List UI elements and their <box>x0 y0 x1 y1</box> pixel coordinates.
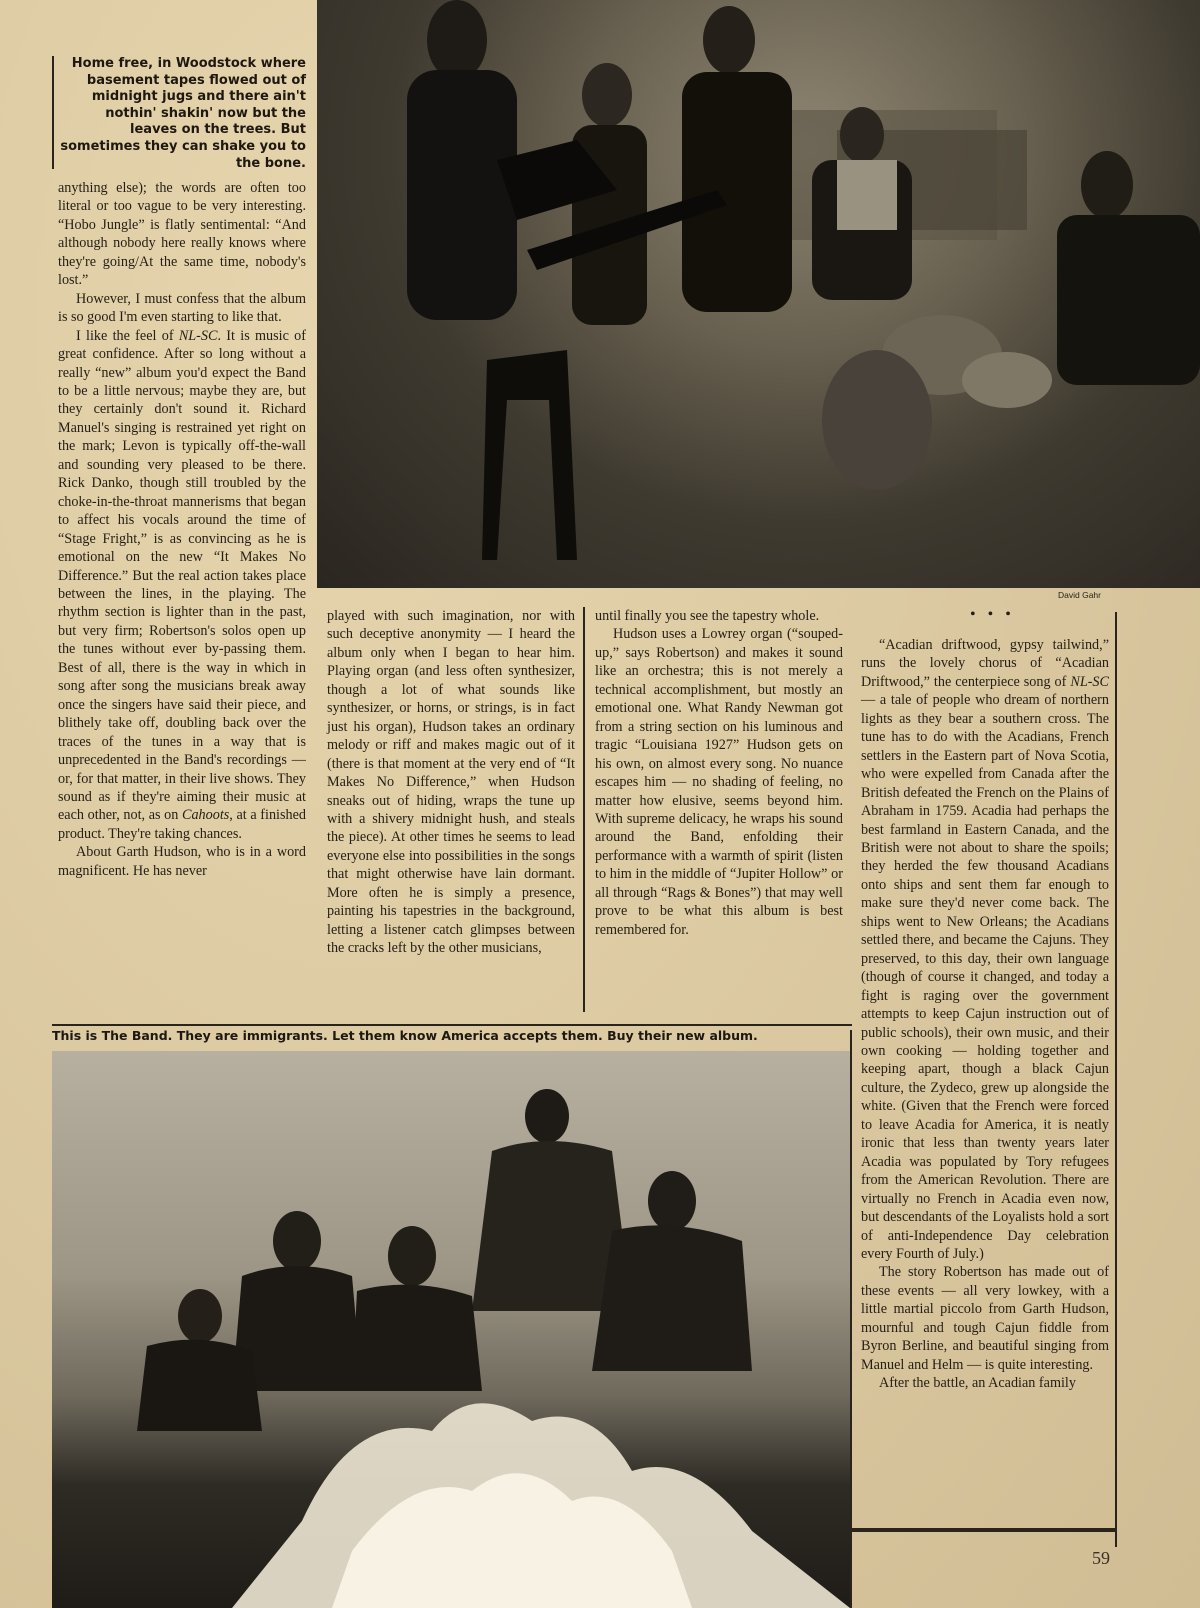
photo-caption: This is The Band. They are immigrants. Let them know America accepts them. Buy their new album. <box>52 1028 758 1043</box>
band-bonfire-photo-figures <box>52 1051 850 1608</box>
column1-paragraph-2: However, I must confess that the album is so good I'm even starting to like that. <box>58 290 306 326</box>
article-column-1 <box>58 179 306 880</box>
pullquote-rule <box>52 56 54 169</box>
caption-rule <box>52 1024 852 1026</box>
article-column-3 <box>595 607 843 939</box>
section-break: • • • <box>970 606 1015 623</box>
article-column-2 <box>327 607 575 958</box>
page-number: 59 <box>1092 1548 1110 1568</box>
column1-paragraph-4: About Garth Hudson, who is in a word magnificent. He has never <box>58 844 306 879</box>
column4-paragraph-3: After the battle, an Acadian family <box>879 1375 1076 1392</box>
pullquote: Home free, in Woodstock where basement tapes flowed out of midnight jugs and there ain't nothin' shakin' now but the leaves on the trees. But sometimes they can shake you to the bone. <box>60 56 306 171</box>
column1-paragraph-1: anything else); the words are often too literal or too vague to be very interesting. “Hobo Jungle” is flatly sentimental: “And although nobody here really knows where they're going/At the same time, nobody's lost.” <box>58 180 306 289</box>
band-rehearsal-photo-figures <box>317 0 1200 588</box>
bottom-rule <box>852 1528 1117 1532</box>
column3-paragraph-1: until finally you see the tapestry whole. <box>595 608 820 624</box>
band-bonfire-photo <box>52 1051 850 1608</box>
column-rule-right-4 <box>1115 612 1117 1547</box>
column-rule-left-4 <box>850 1030 852 1608</box>
column4-paragraph-2: The story Robertson has made out of these events — all very lowkey, with a little martial piccolo from Garth Hudson, mournful and tough Cajun fiddle from Byron Berline, and beautiful singing from Manuel and Helm — is quite interesting. <box>861 1264 1109 1373</box>
column4-paragraph-1: “Acadian driftwood, gypsy tailwind,” runs the lovely chorus of “Acadian Driftwood,” the centerpiece song of NL-SC — a tale of people who dream of northern lights as they bear a southern cross. The tune has to do with the Acadians, French settlers in the Eastern part of Nova Scotia, who were expelled from Canada after the British defeated the French on the Plains of Abraham in 1759. Acadia had perhaps the best farmland in Eastern Canada, and the British were not about to share the spoils; they herded the few thousand Acadians onto ships and sent them far enough to make sure they'd never come back. The ships went to New Orleans; the Acadians settled there, and became the Cajuns. They preserved, to this day, their own language (though of course it changed, and today a fight is raging over the government attempts to keep Cajun instruction out of public schools), their own music, and their own cooking — holding together and keeping apart, though a black Cajun culture, the Zydeco, grew up alongside the white. (Given that the French were forced to leave Acadia for America, it is neatly ironic that less than twenty years later Acadia was populated by Tory refugees from the American Revolution. There are virtually no French in Acadia even now, but descendants of the Loyalists hold a sort of anti-Independence Day celebration every Fourth of July.) <box>861 637 1109 1262</box>
column1-paragraph-3: I like the feel of NL-SC. It is music of great confidence. After so long without a really “new” album you'd expect the Band to be a little nervous; maybe they are, but they certainly don't sound it. Richard Manuel's singing is restrained yet right on the mark; Levon is typically off-the-wall and sounding very pleased to be there. Rick Danko, though still troubled by the choke-in-the-throat mannerisms that began to affect his vocals around the time of “Stage Fright,” is as convincing as he is emotional on the new “It Makes No Difference.” But the real action takes place between the lines, in the playing. The rhythm section is lighter than in the past, but very firm; Robertson's solos open up the tunes without ever by-passing them. Best of all, there is the way in which in song after song the musicians break away once the singers have said their piece, and blithely take off, doubling back over the traces of the tunes in a way that is unprecedented in the Band's recordings — or, for that matter, in their live shows. They sound as if they're aiming their music at each other, not, as on Cahoots, at a finished product. They're taking chances. <box>58 327 306 842</box>
column-rule-2-3 <box>583 607 585 1012</box>
article-column-4 <box>861 636 1109 1393</box>
column3-paragraph-2: Hudson uses a Lowrey organ (“souped-up,” says Robertson) and makes it sound like an orchestra; this is not merely a technical accomplishment, but mostly an emotional one. What Randy Newman got from a string section on his luminous and tragic “Louisiana 1927” Hudson gets on his own, on almost every song. No nuance escapes him — no shading of feeling, no matter how elusive, seems beyond him. With supreme delicacy, he wraps his sound around the Band, enfolding their performance with a warmth of spirit (listen to him in the middle of “Jupiter Hollow” or all through “Rags & Bones”) that may well prove to be what this album is best remembered for. <box>595 626 843 938</box>
column2-paragraph-1: played with such imagination, nor with such deceptive anonymity — I heard the album only when I began to hear him. Playing organ (and less often synthesizer, though a lot of what sounds like synthesizer, or horns, or strings, is in fact just his organ), Hudson takes an ordinary melody or riff and makes magic out of it (there is that moment at the very end of “It Makes No Difference,” when Hudson sneaks out of hiding, wraps the tune up with a shivery midnight hush, and steals the piece). At other times he seems to lead everyone else into possibilities in the songs that might otherwise have lain dormant. More often he is simply a presence, painting his tapestries in the background, letting a listener catch glimpses between the cracks left by the other musicians, <box>327 608 575 957</box>
photo-credit: David Gahr <box>1058 590 1101 600</box>
band-rehearsal-photo <box>317 0 1200 588</box>
